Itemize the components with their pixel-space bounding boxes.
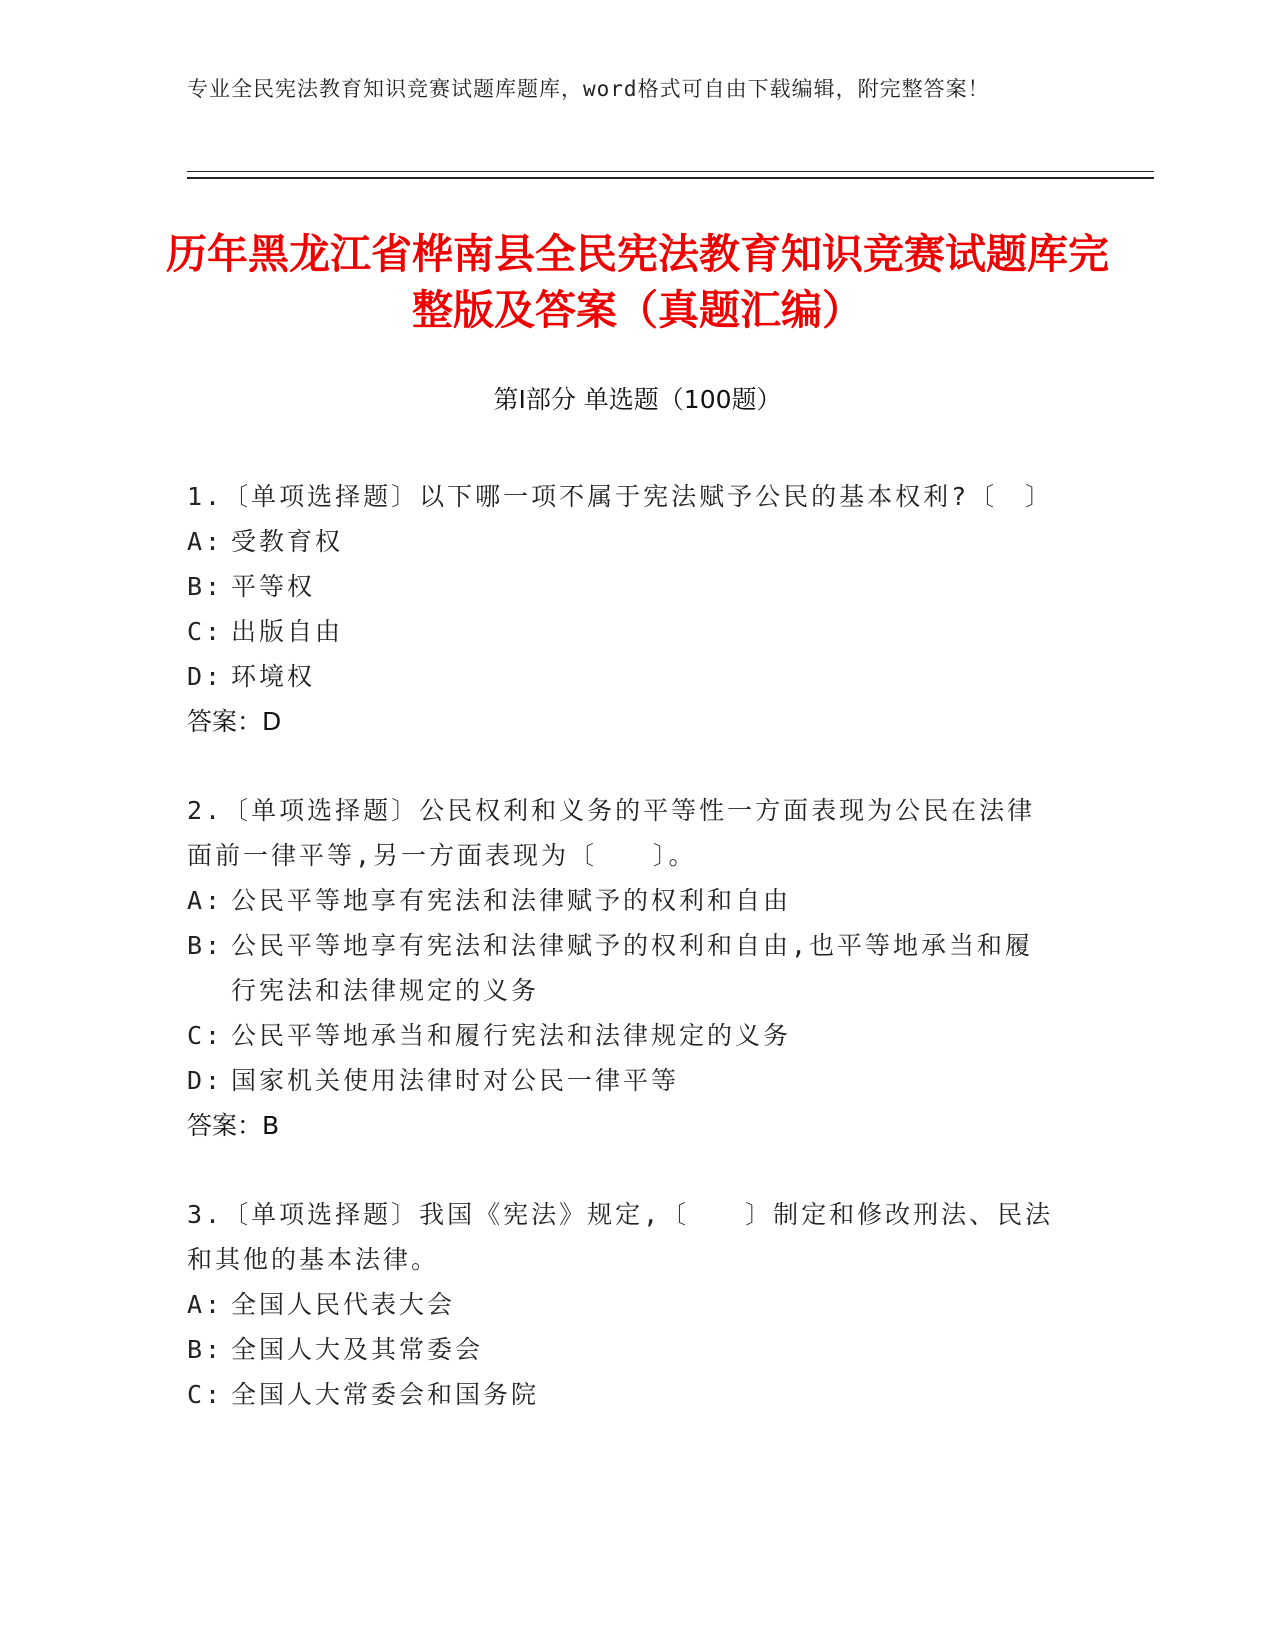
- question-3: [187, 1192, 1057, 1417]
- option-letter: D:: [187, 1066, 224, 1095]
- option-letter: B:: [187, 931, 224, 960]
- option-letter: A:: [187, 886, 224, 915]
- question-2: [187, 788, 1057, 1148]
- question-stem: 3.〔单项选择题〕我国《宪法》规定,〔 〕制定和修改刑法、民法和其他的基本法律。: [187, 1200, 1054, 1274]
- answer-line: 答案：B: [187, 1111, 280, 1140]
- option-text: 公民平等地承当和履行宪法和法律规定的义务: [231, 1021, 792, 1050]
- option-d: [187, 1058, 1057, 1103]
- document-title: 历年黑龙江省桦南县全民宪法教育知识竞赛试题库完整版及答案（真题汇编）: [166, 230, 1109, 334]
- option-letter: C:: [187, 617, 224, 646]
- option-letter: D:: [187, 662, 224, 691]
- option-letter: B:: [187, 572, 224, 601]
- question-stem: 1.〔单项选择题〕以下哪一项不属于宪法赋予公民的基本权利?〔 〕: [187, 482, 1054, 511]
- option-b: [187, 564, 1057, 609]
- option-text: 受教育权: [231, 527, 344, 556]
- option-text: 出版自由: [231, 617, 344, 646]
- option-text: 平等权: [231, 572, 316, 601]
- header-divider-bottom: [187, 177, 1154, 179]
- option-a: [187, 1282, 1057, 1327]
- option-c: [187, 1013, 1057, 1058]
- answer-line: 答案：D: [187, 707, 282, 736]
- option-a: [187, 878, 1057, 923]
- option-letter: B:: [187, 1335, 224, 1364]
- option-text: 公民平等地享有宪法和法律赋予的权利和自由: [231, 886, 792, 915]
- option-a: [187, 519, 1057, 564]
- section-heading: 第Ⅰ部分 单选题（100题）: [493, 385, 782, 414]
- option-letter: C:: [187, 1380, 224, 1409]
- option-text: 全国人大及其常委会: [231, 1335, 484, 1364]
- option-letter: C:: [187, 1021, 224, 1050]
- option-c: [187, 609, 1057, 654]
- header-divider-top: [187, 171, 1154, 172]
- option-letter: A:: [187, 1290, 224, 1319]
- header-note: 专业全民宪法教育知识竞赛试题库题库，word格式可自由下载编辑，附完整答案！: [187, 77, 990, 101]
- question-list: [187, 474, 1057, 1461]
- question-1: [187, 474, 1057, 744]
- option-c: [187, 1372, 1057, 1417]
- option-b: [187, 1327, 1057, 1372]
- option-text: 公民平等地享有宪法和法律赋予的权利和自由,也平等地承当和履行宪法和法律规定的义务: [231, 931, 1034, 1005]
- option-b: [187, 923, 1057, 1013]
- option-letter: A:: [187, 527, 224, 556]
- option-text: 全国人民代表大会: [231, 1290, 456, 1319]
- option-text: 国家机关使用法律时对公民一律平等: [231, 1066, 680, 1095]
- option-d: [187, 654, 1057, 699]
- option-text: 全国人大常委会和国务院: [231, 1380, 540, 1409]
- option-text: 环境权: [231, 662, 316, 691]
- question-stem: 2.〔单项选择题〕公民权利和义务的平等性一方面表现为公民在法律面前一律平等,另一方面表现为〔 〕。: [187, 796, 1036, 870]
